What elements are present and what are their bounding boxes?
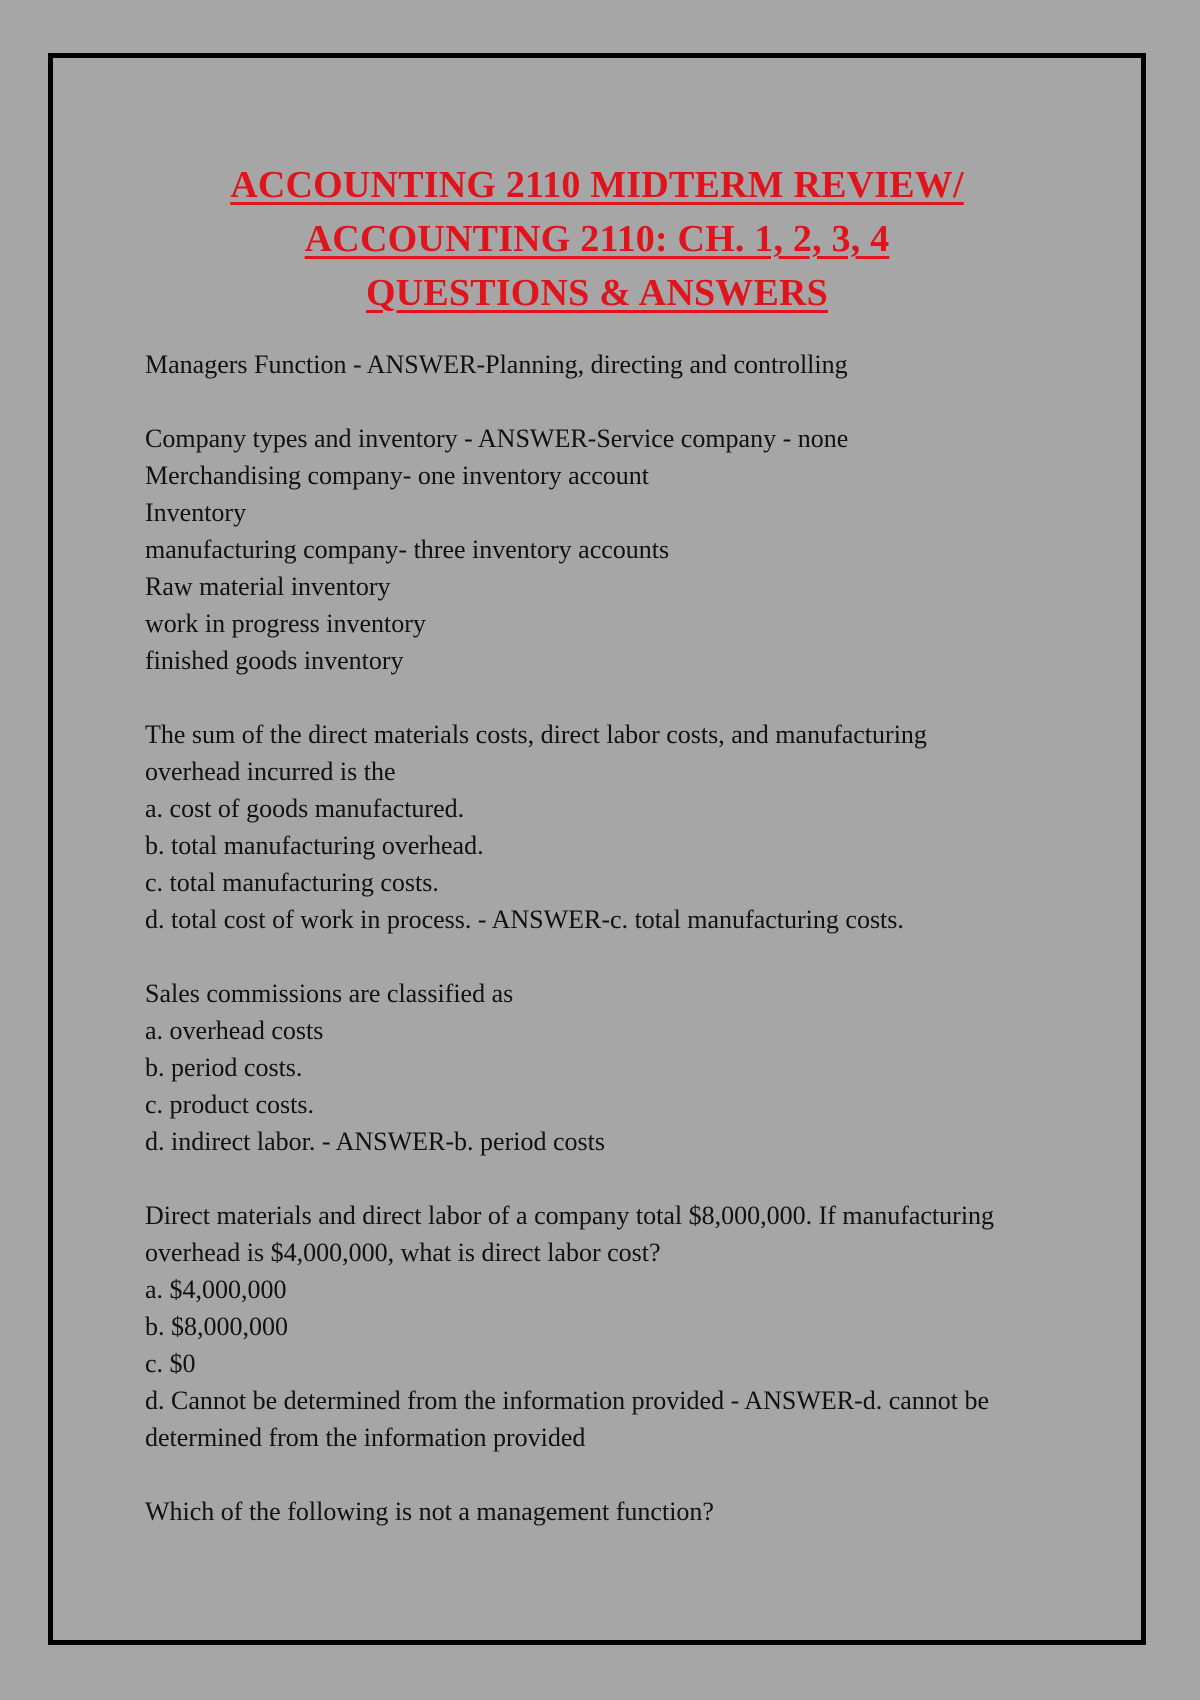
text-line: The sum of the direct materials costs, direct labor costs, and manufacturing [145, 720, 927, 749]
text-line: c. total manufacturing costs. [145, 868, 439, 897]
qa-block-manufacturing-costs [145, 716, 1105, 938]
text-line: overhead is $4,000,000, what is direct labor cost? [145, 1238, 661, 1267]
text-line: c. $0 [145, 1349, 196, 1378]
document-page [48, 53, 1146, 1645]
text-line: work in progress inventory [145, 609, 426, 638]
qa-block-managers-function [145, 346, 1105, 383]
text-line: Company types and inventory - ANSWER-Service company - none [145, 424, 849, 453]
text-line: Merchandising company- one inventory account [145, 461, 649, 490]
text-line: d. total cost of work in process. - ANSWER-c. total manufacturing costs. [145, 905, 904, 934]
text-line: a. $4,000,000 [145, 1275, 287, 1304]
text-line: b. $8,000,000 [145, 1312, 288, 1341]
text-line: Sales commissions are classified as [145, 979, 514, 1008]
title-line: QUESTIONS & ANSWERS [365, 272, 829, 314]
title-line: ACCOUNTING 2110 MIDTERM REVIEW/ [230, 164, 964, 206]
text-line: Raw material inventory [145, 572, 391, 601]
document-title [53, 158, 1141, 320]
qa-block-direct-labor [145, 1197, 1105, 1456]
text-line: a. cost of goods manufactured. [145, 794, 465, 823]
text-line: b. period costs. [145, 1053, 303, 1082]
text-line: finished goods inventory [145, 646, 404, 675]
text-line: c. product costs. [145, 1090, 314, 1119]
text-line: determined from the information provided [145, 1423, 586, 1452]
text-line: manufacturing company- three inventory accounts [145, 535, 670, 564]
text-line: Managers Function - ANSWER-Planning, directing and controlling [145, 350, 848, 379]
text-line: d. indirect labor. - ANSWER-b. period costs [145, 1127, 605, 1156]
text-line: b. total manufacturing overhead. [145, 831, 484, 860]
title-line: ACCOUNTING 2110: CH. 1, 2, 3, 4 [304, 218, 890, 260]
text-line: d. Cannot be determined from the information provided - ANSWER-d. cannot be [145, 1386, 990, 1415]
text-line: Which of the following is not a management function? [145, 1497, 714, 1526]
text-line: Inventory [145, 498, 247, 527]
text-line: a. overhead costs [145, 1016, 324, 1045]
document-body [145, 346, 1105, 1530]
qa-block-company-types [145, 420, 1105, 679]
text-line: overhead incurred is the [145, 757, 396, 786]
qa-block-sales-commissions [145, 975, 1105, 1160]
text-line: Direct materials and direct labor of a company total $8,000,000. If manufacturing [145, 1201, 995, 1230]
qa-block-management-function [145, 1493, 1105, 1530]
